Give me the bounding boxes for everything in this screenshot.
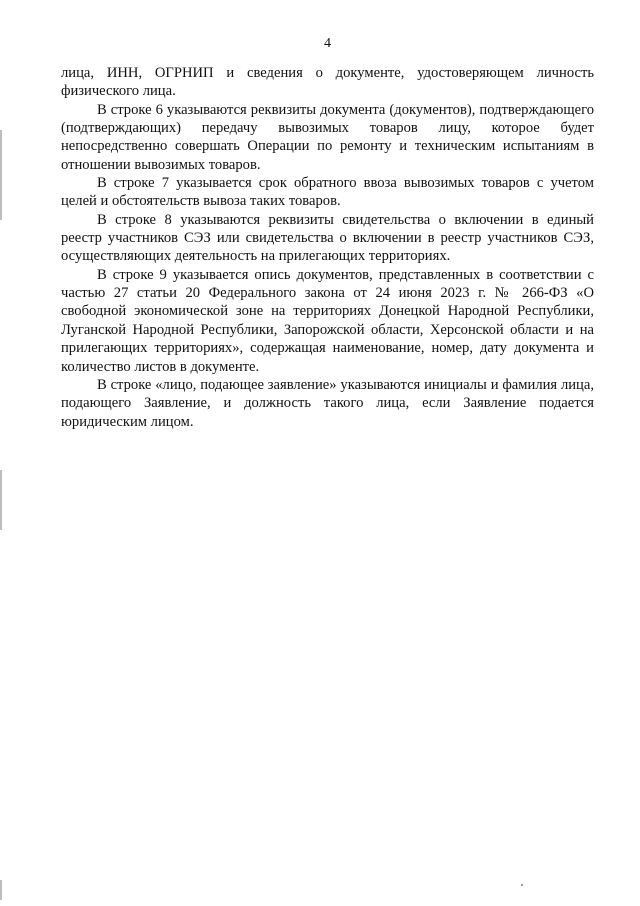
paragraph-line-8: В строке 8 указываются реквизиты свидетельства о включении в единый реестр участников СЭЗ или свидетельства о включении в реестр участников СЭЗ, осуществляющих деятельность на прилегающих территориях. (61, 211, 594, 265)
page-number: 4 (324, 36, 331, 51)
document-body (61, 64, 594, 431)
scan-edge-mark (0, 880, 2, 900)
scan-edge-mark (0, 130, 2, 220)
paragraph-line-7: В строке 7 указывается срок обратного ввоза вывозимых товаров с учетом целей и обстоятельств вывоза таких товаров. (61, 175, 594, 210)
paragraph-line-6: В строке 6 указываются реквизиты документа (документов), подтверждающего (подтверждающих) передачу вывозимых товаров лицу, которое будет непосредственно совершать Операции по ремонту и техническим испытаниям в отношении вывозимых товаров. (61, 101, 594, 173)
scan-edge-mark (0, 470, 2, 530)
paragraph-line-9: В строке 9 указывается опись документов, представленных в соответствии с частью 27 статьи 20 Федерального закона от 24 июня 2023 г. № 266-ФЗ «О свободной экономической зоне на территориях Донецкой Народной Республики, Луганской Народной Республики, Запорожской области, Херсонской области и на прилегающих территориях», содержащая наименование, номер, дату документа и количество листов в документе. (61, 266, 594, 375)
paragraph-continuation: лица, ИНН, ОГРНИП и сведения о документе, удостоверяющем личность физического лица. (61, 65, 594, 100)
paragraph-applicant-line: В строке «лицо, подающее заявление» указываются инициалы и фамилия лица, подающего Заявление, и должность такого лица, если Заявление подается юридическим лицом. (61, 376, 594, 430)
scan-speck (521, 884, 523, 886)
